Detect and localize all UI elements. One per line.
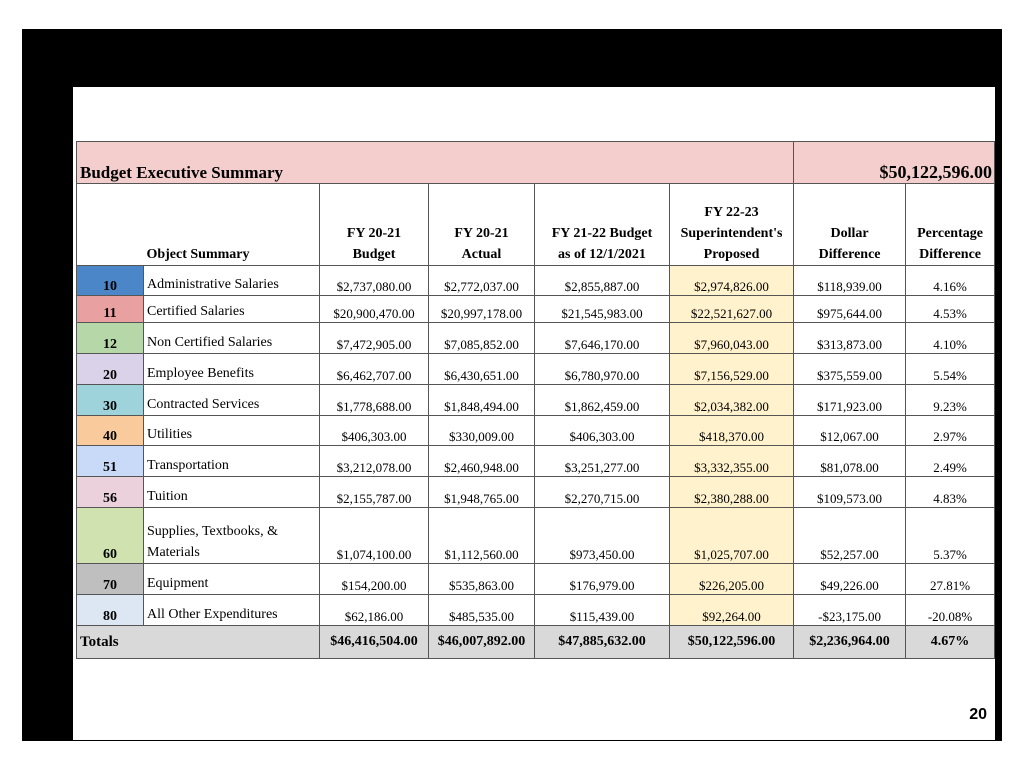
cell-percentage-difference: 27.81% xyxy=(906,564,995,595)
cell-dollar-difference: $375,559.00 xyxy=(794,354,906,385)
cell-dollar-difference: $171,923.00 xyxy=(794,385,906,416)
object-description: Contracted Services xyxy=(144,385,320,416)
cell-fy2223-proposed: $2,380,288.00 xyxy=(670,477,794,508)
summary-title: Budget Executive Summary xyxy=(77,142,794,184)
cell-fy2223-proposed: $2,034,382.00 xyxy=(670,385,794,416)
object-code: 70 xyxy=(77,564,144,595)
header-fy2021-budget: FY 20-21 Budget xyxy=(320,184,429,266)
table-row xyxy=(77,416,995,446)
cell-fy2021-actual: $1,948,765.00 xyxy=(429,477,535,508)
cell-percentage-difference: 2.49% xyxy=(906,446,995,477)
cell-percentage-difference: 4.16% xyxy=(906,266,995,296)
cell-fy2122-budget: $406,303.00 xyxy=(535,416,670,446)
table-row xyxy=(77,595,995,626)
cell-percentage-difference: 5.54% xyxy=(906,354,995,385)
table-row xyxy=(77,446,995,477)
table-row xyxy=(77,477,995,508)
totals-dollar-difference: $2,236,964.00 xyxy=(794,626,906,659)
object-description: Utilities xyxy=(144,416,320,446)
table-row xyxy=(77,508,995,564)
object-code: 12 xyxy=(77,323,144,354)
cell-fy2223-proposed: $22,521,627.00 xyxy=(670,296,794,323)
cell-fy2122-budget: $6,780,970.00 xyxy=(535,354,670,385)
cell-fy2021-actual: $2,772,037.00 xyxy=(429,266,535,296)
header-row xyxy=(77,184,995,266)
cell-fy2122-budget: $176,979.00 xyxy=(535,564,670,595)
header-object-summary: Object Summary xyxy=(77,184,320,266)
object-description: Non Certified Salaries xyxy=(144,323,320,354)
header-fy2122-budget: FY 21-22 Budget as of 12/1/2021 xyxy=(535,184,670,266)
totals-label: Totals xyxy=(77,626,320,659)
header-dollar-difference: Dollar Difference xyxy=(794,184,906,266)
cell-fy2021-budget: $6,462,707.00 xyxy=(320,354,429,385)
cell-fy2122-budget: $973,450.00 xyxy=(535,508,670,564)
header-fy2223-proposed: FY 22-23 Superintendent's Proposed xyxy=(670,184,794,266)
object-code: 11 xyxy=(77,296,144,323)
slide xyxy=(73,87,995,740)
cell-fy2021-actual: $20,997,178.00 xyxy=(429,296,535,323)
object-code: 10 xyxy=(77,266,144,296)
cell-fy2021-actual: $2,460,948.00 xyxy=(429,446,535,477)
cell-fy2021-budget: $20,900,470.00 xyxy=(320,296,429,323)
cell-fy2223-proposed: $7,156,529.00 xyxy=(670,354,794,385)
object-code: 20 xyxy=(77,354,144,385)
cell-percentage-difference: 4.10% xyxy=(906,323,995,354)
cell-dollar-difference: $49,226.00 xyxy=(794,564,906,595)
title-row xyxy=(77,142,995,184)
cell-dollar-difference: $975,644.00 xyxy=(794,296,906,323)
cell-dollar-difference: $12,067.00 xyxy=(794,416,906,446)
totals-fy2122-budget: $47,885,632.00 xyxy=(535,626,670,659)
cell-fy2122-budget: $2,270,715.00 xyxy=(535,477,670,508)
cell-dollar-difference: $81,078.00 xyxy=(794,446,906,477)
slide-frame xyxy=(22,29,1002,741)
object-code: 40 xyxy=(77,416,144,446)
totals-fy2223-proposed: $50,122,596.00 xyxy=(670,626,794,659)
object-code: 30 xyxy=(77,385,144,416)
cell-fy2021-budget: $1,778,688.00 xyxy=(320,385,429,416)
cell-dollar-difference: $313,873.00 xyxy=(794,323,906,354)
budget-table xyxy=(76,141,995,659)
cell-fy2021-budget: $1,074,100.00 xyxy=(320,508,429,564)
cell-fy2021-budget: $2,155,787.00 xyxy=(320,477,429,508)
cell-fy2223-proposed: $1,025,707.00 xyxy=(670,508,794,564)
cell-fy2021-budget: $154,200.00 xyxy=(320,564,429,595)
object-description: Supplies, Textbooks, & Materials xyxy=(144,508,320,564)
table-row xyxy=(77,323,995,354)
cell-fy2021-actual: $6,430,651.00 xyxy=(429,354,535,385)
cell-dollar-difference: -$23,175.00 xyxy=(794,595,906,626)
object-code: 60 xyxy=(77,508,144,564)
cell-fy2223-proposed: $418,370.00 xyxy=(670,416,794,446)
cell-fy2122-budget: $3,251,277.00 xyxy=(535,446,670,477)
cell-fy2021-actual: $1,112,560.00 xyxy=(429,508,535,564)
table-row xyxy=(77,385,995,416)
object-description: Transportation xyxy=(144,446,320,477)
cell-fy2021-actual: $1,848,494.00 xyxy=(429,385,535,416)
cell-fy2021-budget: $7,472,905.00 xyxy=(320,323,429,354)
cell-percentage-difference: 5.37% xyxy=(906,508,995,564)
object-description: Equipment xyxy=(144,564,320,595)
cell-fy2122-budget: $21,545,983.00 xyxy=(535,296,670,323)
cell-fy2223-proposed: $92,264.00 xyxy=(670,595,794,626)
object-description: Tuition xyxy=(144,477,320,508)
cell-fy2021-actual: $485,535.00 xyxy=(429,595,535,626)
cell-fy2021-budget: $406,303.00 xyxy=(320,416,429,446)
cell-fy2223-proposed: $2,974,826.00 xyxy=(670,266,794,296)
table-row xyxy=(77,296,995,323)
cell-fy2223-proposed: $226,205.00 xyxy=(670,564,794,595)
cell-percentage-difference: 4.53% xyxy=(906,296,995,323)
cell-fy2122-budget: $115,439.00 xyxy=(535,595,670,626)
cell-fy2021-budget: $3,212,078.00 xyxy=(320,446,429,477)
object-description: Employee Benefits xyxy=(144,354,320,385)
cell-fy2223-proposed: $7,960,043.00 xyxy=(670,323,794,354)
cell-fy2021-actual: $7,085,852.00 xyxy=(429,323,535,354)
object-code: 56 xyxy=(77,477,144,508)
cell-dollar-difference: $109,573.00 xyxy=(794,477,906,508)
table-row xyxy=(77,266,995,296)
object-code: 80 xyxy=(77,595,144,626)
table-row xyxy=(77,564,995,595)
cell-fy2021-actual: $330,009.00 xyxy=(429,416,535,446)
cell-fy2021-budget: $2,737,080.00 xyxy=(320,266,429,296)
table-row xyxy=(77,354,995,385)
cell-fy2021-actual: $535,863.00 xyxy=(429,564,535,595)
cell-percentage-difference: -20.08% xyxy=(906,595,995,626)
cell-dollar-difference: $118,939.00 xyxy=(794,266,906,296)
object-code: 51 xyxy=(77,446,144,477)
cell-fy2122-budget: $2,855,887.00 xyxy=(535,266,670,296)
totals-row xyxy=(77,626,995,659)
page-number: 20 xyxy=(969,706,987,723)
object-description: Administrative Salaries xyxy=(144,266,320,296)
cell-fy2223-proposed: $3,332,355.00 xyxy=(670,446,794,477)
cell-percentage-difference: 9.23% xyxy=(906,385,995,416)
totals-fy2021-budget: $46,416,504.00 xyxy=(320,626,429,659)
object-description: All Other Expenditures xyxy=(144,595,320,626)
totals-percentage-difference: 4.67% xyxy=(906,626,995,659)
cell-percentage-difference: 4.83% xyxy=(906,477,995,508)
header-fy2021-actual: FY 20-21 Actual xyxy=(429,184,535,266)
cell-percentage-difference: 2.97% xyxy=(906,416,995,446)
cell-fy2122-budget: $7,646,170.00 xyxy=(535,323,670,354)
cell-fy2122-budget: $1,862,459.00 xyxy=(535,385,670,416)
summary-total: $50,122,596.00 xyxy=(794,142,995,184)
object-description: Certified Salaries xyxy=(144,296,320,323)
cell-dollar-difference: $52,257.00 xyxy=(794,508,906,564)
cell-fy2021-budget: $62,186.00 xyxy=(320,595,429,626)
totals-fy2021-actual: $46,007,892.00 xyxy=(429,626,535,659)
header-percentage-difference: Percentage Difference xyxy=(906,184,995,266)
